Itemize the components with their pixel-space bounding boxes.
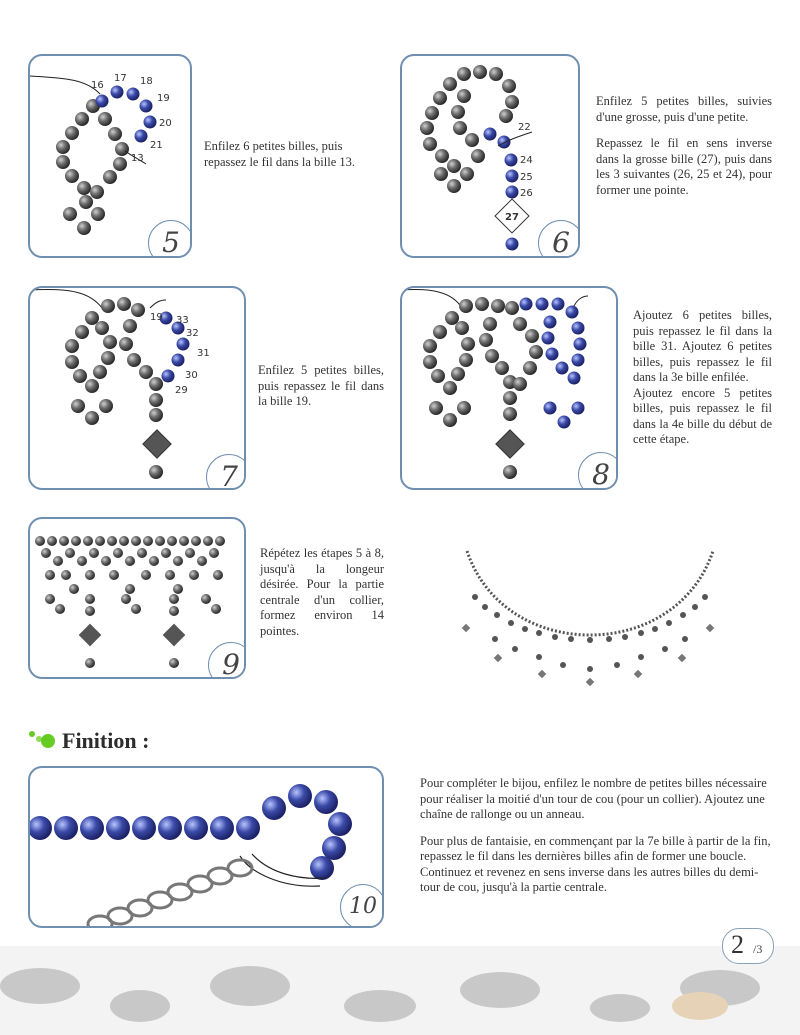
bead-label: 27 bbox=[505, 212, 519, 223]
step-paragraph: Repassez le fil en sens inverse dans la grosse bille (27), puis dans les 3 suivantes (26, 25 et 24), pour former une pointe. bbox=[596, 136, 772, 197]
footer-beadwork-photo bbox=[0, 946, 800, 1035]
bead-label: 26 bbox=[520, 188, 533, 199]
bead-label: 17 bbox=[114, 73, 127, 84]
bead-label: 21 bbox=[150, 140, 163, 151]
page-total: /3 bbox=[753, 942, 763, 956]
step-paragraph: Ajoutez encore 5 petites billes, puis repassez le fil dans la 4e bille du début de cette étape. bbox=[633, 385, 772, 446]
step-paragraph: Enfilez 5 petites billes, puis repassez le fil dans la bille 19. bbox=[258, 363, 384, 408]
bead-label: 25 bbox=[520, 172, 533, 183]
step-paragraph: Pour plus de fantaisie, en commençant par la 7e bille à partir de la fin, repassez le fil dans les dernières billes afin de former une boucle. Continuez et revenez en sens inverse dans les autres billes du demi-tour de cou, jusqu'à la partie centrale. bbox=[420, 833, 771, 894]
bead-label: 24 bbox=[520, 155, 533, 166]
step-6-text bbox=[596, 94, 772, 209]
step-paragraph: Répétez les étapes 5 à 8, jusqu'à la longeur désirée. Pour la partie centrale d'un collier, formez environ 14 pointes. bbox=[260, 546, 384, 638]
page-current: 2 bbox=[731, 930, 744, 959]
step-10-text bbox=[420, 776, 775, 907]
step-10-diagram bbox=[30, 768, 382, 926]
step-paragraph: Enfilez 5 petites billes, suivies d'une grosse, puis d'une petite. bbox=[596, 94, 772, 124]
step-number: 10 bbox=[340, 884, 384, 928]
step-9-text bbox=[260, 546, 384, 650]
bead-label: 32 bbox=[186, 328, 199, 339]
step-number: 6 bbox=[538, 220, 580, 258]
page-number bbox=[722, 928, 774, 964]
step-7-panel bbox=[28, 286, 246, 490]
step-7-text bbox=[258, 363, 384, 421]
step-7-diagram bbox=[30, 288, 244, 488]
step-5-panel bbox=[28, 54, 192, 258]
bullet-dots-icon bbox=[26, 729, 58, 751]
necklace-illustration bbox=[455, 545, 725, 695]
bead-label: 16 bbox=[91, 80, 104, 91]
section-title: Finition : bbox=[62, 728, 150, 753]
step-paragraph: Pour compléter le bijou, enfilez le nombre de petites billes nécessaire pour réaliser la moitié d'un tour de cou (pour un collier). Ajoutez une chaîne de rallonge ou un anneau. bbox=[420, 776, 767, 821]
bead-label: 19 bbox=[157, 93, 170, 104]
bead-label: 20 bbox=[159, 118, 172, 129]
step-5-text bbox=[204, 139, 384, 181]
bead-label: 33 bbox=[176, 315, 189, 326]
step-6-panel bbox=[400, 54, 580, 258]
step-number: 8 bbox=[578, 452, 618, 490]
bead-label: 29 bbox=[175, 385, 188, 396]
bead-label: 13 bbox=[131, 153, 144, 164]
bead-label: 18 bbox=[140, 76, 153, 87]
step-9-panel bbox=[28, 517, 246, 679]
bead-label: 30 bbox=[185, 370, 198, 381]
step-10-panel bbox=[28, 766, 384, 928]
step-number: 9 bbox=[208, 642, 246, 679]
step-8-text bbox=[633, 308, 772, 459]
bead-label: 22 bbox=[518, 122, 531, 133]
step-number: 7 bbox=[206, 454, 246, 490]
bead-label: 31 bbox=[197, 348, 210, 359]
step-paragraph: Enfilez 6 petites billes, puis repassez le fil dans la bille 13. bbox=[204, 139, 355, 169]
step-8-panel bbox=[400, 286, 618, 490]
step-paragraph: Ajoutez 6 petites billes, puis repassez le fil dans la bille 31. Ajoutez 6 petites billes, puis repassez le fil dans la 3e bille enfilée. bbox=[633, 308, 772, 384]
bead-label: 19 bbox=[150, 312, 163, 323]
step-number: 5 bbox=[148, 220, 192, 258]
